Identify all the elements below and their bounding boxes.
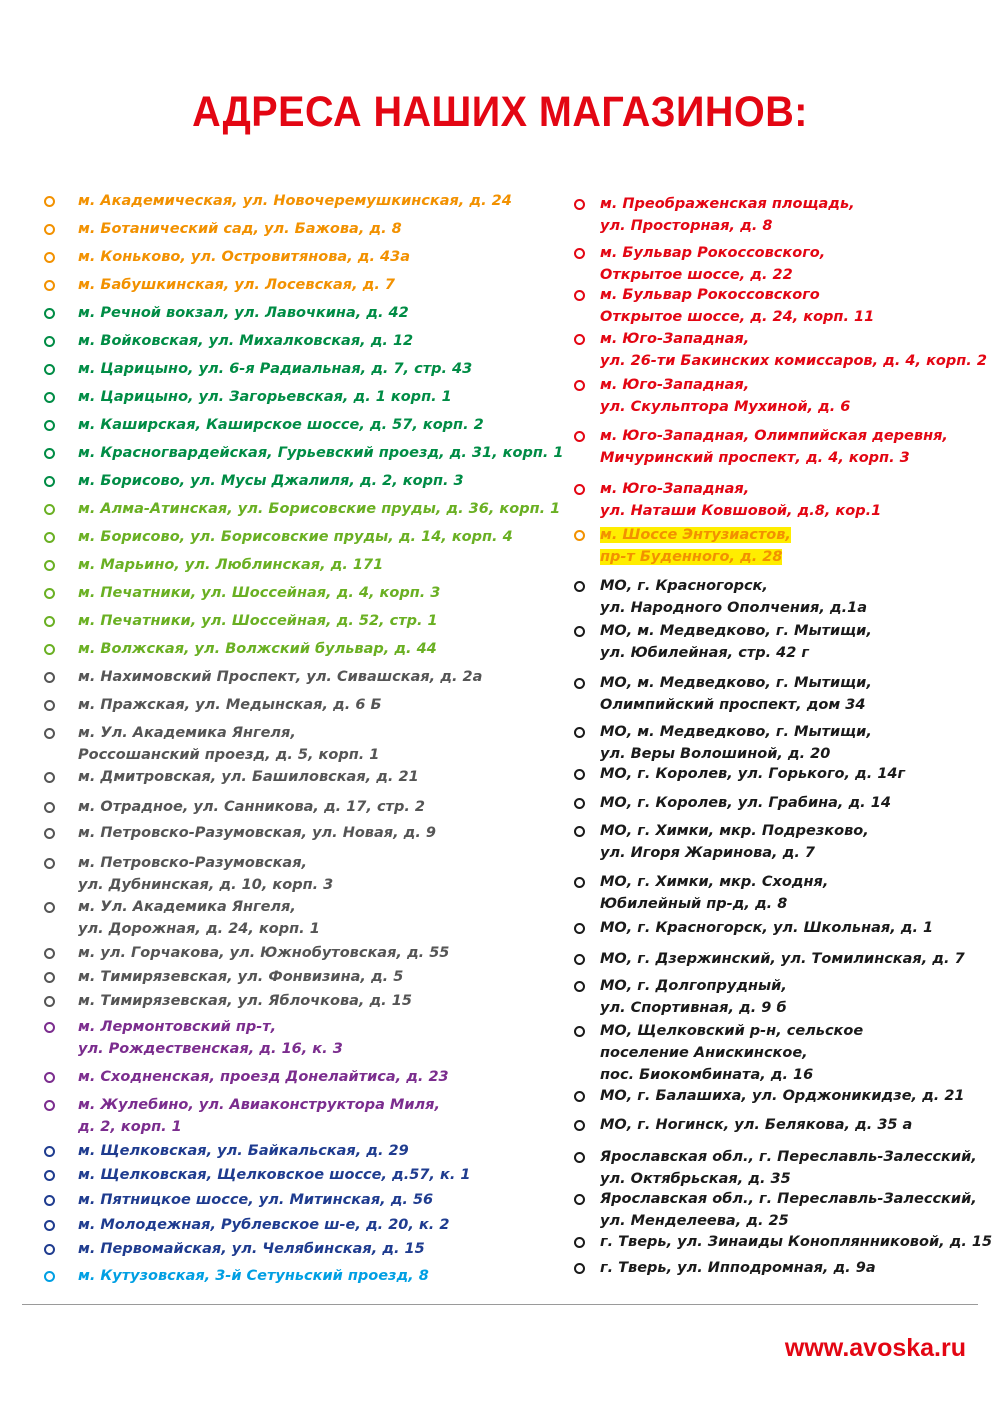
address-line: м. Юго-Западная, <box>600 481 750 497</box>
address-item <box>44 722 379 766</box>
address-item <box>44 638 437 660</box>
bullet-icon <box>574 1091 585 1102</box>
address-item <box>44 1265 429 1287</box>
address-item <box>44 1066 449 1088</box>
bullet-icon <box>574 248 585 259</box>
address-item <box>44 274 395 296</box>
address-item <box>574 1146 977 1190</box>
bullet-icon <box>44 728 55 739</box>
address-item <box>574 672 872 716</box>
address-item <box>574 1231 992 1253</box>
address-line: м. Кутузовская, 3-й Сетуньский проезд, 8 <box>78 1268 429 1284</box>
address-line: ул. Просторная, д. 8 <box>600 218 773 234</box>
address-item <box>44 694 382 716</box>
address-line: ул. Веры Волошиной, д. 20 <box>600 746 831 762</box>
address-item <box>574 763 905 785</box>
bullet-icon <box>44 948 55 959</box>
address-line: м. Печатники, ул. Шоссейная, д. 52, стр. 1 <box>78 613 438 629</box>
address-line: м. Преображенская площадь, <box>600 196 855 212</box>
address-item <box>574 948 965 970</box>
address-item <box>44 358 472 380</box>
bullet-icon <box>44 476 55 487</box>
bullet-icon <box>44 616 55 627</box>
address-line: ул. Дорожная, д. 24, корп. 1 <box>78 921 320 937</box>
address-item <box>574 1020 863 1086</box>
bullet-icon <box>574 334 585 345</box>
bullet-icon <box>574 1194 585 1205</box>
bullet-icon <box>44 588 55 599</box>
address-line: г. Тверь, ул. Ипподромная, д. 9а <box>600 1260 876 1276</box>
bullet-icon <box>44 858 55 869</box>
bullet-icon <box>574 199 585 210</box>
address-line: Открытое шоссе, д. 24, корп. 11 <box>600 309 875 325</box>
address-line: м. Жулебино, ул. Авиаконструктора Миля, <box>78 1097 440 1113</box>
website-link[interactable]: www.avoska.ru <box>784 1334 966 1362</box>
bullet-icon <box>44 1220 55 1231</box>
bullet-icon <box>44 672 55 683</box>
address-line: МО, Щелковский р-н, сельское <box>600 1023 864 1039</box>
bullet-icon <box>44 560 55 571</box>
bullet-icon <box>44 1271 55 1282</box>
bullet-icon <box>44 1100 55 1111</box>
address-line: м. Щелковская, ул. Байкальская, д. 29 <box>78 1143 409 1159</box>
address-line: м. Тимирязевская, ул. Фонвизина, д. 5 <box>78 969 404 985</box>
bullet-icon <box>44 1170 55 1181</box>
address-line: ул. Спортивная, д. 9 б <box>600 1000 787 1016</box>
address-item <box>44 1140 409 1162</box>
address-line: м. Щелковская, Щелковское шоссе, д.57, к. 1 <box>78 1167 471 1183</box>
bullet-icon <box>44 1195 55 1206</box>
address-item <box>44 1214 449 1236</box>
address-item <box>574 284 874 328</box>
bullet-icon <box>44 224 55 235</box>
address-line: м. Ул. Академика Янгеля, <box>78 725 296 741</box>
address-line: м. Отрадное, ул. Санникова, д. 17, стр. 2 <box>78 799 425 815</box>
bullet-icon <box>574 923 585 934</box>
address-item <box>574 792 891 814</box>
bullet-icon <box>574 678 585 689</box>
address-line: ул. Рождественская, д. 16, к. 3 <box>78 1041 343 1057</box>
address-line: м. Войковская, ул. Михалковская, д. 12 <box>78 333 414 349</box>
address-line: пр-т Буденного, д. 28 <box>600 549 783 565</box>
address-item <box>574 1257 876 1279</box>
address-line: м. Царицыно, ул. 6-я Радиальная, д. 7, стр. 43 <box>78 361 473 377</box>
address-item <box>44 498 560 520</box>
address-item <box>44 766 419 788</box>
address-line: м. Шоссе Энтузиастов, <box>600 527 791 543</box>
address-item <box>44 666 482 688</box>
bullet-icon <box>44 532 55 543</box>
bullet-icon <box>574 769 585 780</box>
address-line: ул. Скульптора Мухиной, д. 6 <box>600 399 851 415</box>
address-line: м. Коньково, ул. Островитянова, д. 43а <box>78 249 410 265</box>
address-line: МО, м. Медведково, г. Мытищи, <box>600 675 872 691</box>
bullet-icon <box>44 1244 55 1255</box>
address-item <box>574 1085 965 1107</box>
address-item <box>574 374 850 418</box>
address-line: МО, г. Ногинск, ул. Белякова, д. 35 а <box>600 1117 913 1133</box>
bullet-icon <box>44 972 55 983</box>
address-line: ул. 26-ти Бакинских комиссаров, д. 4, корп. 2 <box>600 353 987 369</box>
address-item <box>574 820 869 864</box>
address-line: МО, г. Химки, мкр. Сходня, <box>600 874 829 890</box>
bullet-icon <box>44 828 55 839</box>
bullet-icon <box>574 626 585 637</box>
bullet-icon <box>574 1237 585 1248</box>
bullet-icon <box>574 798 585 809</box>
address-line: м. Тимирязевская, ул. Яблочкова, д. 15 <box>78 993 412 1009</box>
address-line: МО, м. Медведково, г. Мытищи, <box>600 724 872 740</box>
address-item <box>44 302 409 324</box>
address-line: МО, г. Долгопрудный, <box>600 978 787 994</box>
address-line: м. Бабушкинская, ул. Лосевская, д. 7 <box>78 277 396 293</box>
address-line: м. Молодежная, Рублевское ш-е, д. 20, к. 2 <box>78 1217 450 1233</box>
address-line: м. Пражская, ул. Медынская, д. 6 Б <box>78 697 382 713</box>
address-item <box>44 526 513 548</box>
address-line: поселение Анискинское, <box>600 1045 808 1061</box>
address-line: м. Юго-Западная, Олимпийская деревня, <box>600 428 948 444</box>
bullet-icon <box>44 336 55 347</box>
address-line: м. Алма-Атинская, ул. Борисовские пруды, д. 36, корп. 1 <box>78 501 561 517</box>
address-line: г. Тверь, ул. Зинаиды Коноплянниковой, д. 15 <box>600 1234 993 1250</box>
address-item <box>574 524 791 568</box>
address-line: Открытое шоссе, д. 22 <box>600 267 793 283</box>
bullet-icon <box>44 1146 55 1157</box>
address-item <box>574 975 787 1019</box>
address-item <box>44 896 320 940</box>
address-line: ул. Юбилейная, стр. 42 г <box>600 645 809 661</box>
address-line: м. Царицыно, ул. Загорьевская, д. 1 корп. 1 <box>78 389 452 405</box>
bullet-icon <box>574 826 585 837</box>
bullet-icon <box>574 877 585 888</box>
bullet-icon <box>574 380 585 391</box>
bullet-icon <box>44 644 55 655</box>
address-line: м. Дмитровская, ул. Башиловская, д. 21 <box>78 769 419 785</box>
address-item <box>44 1094 440 1138</box>
address-line: МО, г. Балашиха, ул. Орджоникидзе, д. 21 <box>600 1088 965 1104</box>
address-line: Ярославская обл., г. Переславль-Залесский, <box>600 1149 977 1165</box>
address-line: м. Красногвардейская, Гурьевский проезд, д. 31, корп. 1 <box>78 445 564 461</box>
address-item <box>44 796 425 818</box>
address-item <box>44 990 412 1012</box>
address-item <box>44 582 440 604</box>
address-line: ул. Народного Ополчения, д.1а <box>600 600 868 616</box>
bullet-icon <box>574 1152 585 1163</box>
bullet-icon <box>44 996 55 1007</box>
page-title: АДРЕСА НАШИХ МАГАЗИНОВ: <box>192 88 808 136</box>
bullet-icon <box>44 252 55 263</box>
address-line: МО, г. Химки, мкр. Подрезково, <box>600 823 869 839</box>
address-item <box>44 822 436 844</box>
address-item <box>44 470 464 492</box>
address-item <box>44 942 449 964</box>
address-line: м. Ботанический сад, ул. Бажова, д. 8 <box>78 221 402 237</box>
address-line: ул. Игоря Жаринова, д. 7 <box>600 845 815 861</box>
bullet-icon <box>44 196 55 207</box>
address-line: м. Печатники, ул. Шоссейная, д. 4, корп. 3 <box>78 585 441 601</box>
bullet-icon <box>44 504 55 515</box>
address-item <box>44 966 403 988</box>
bullet-icon <box>44 802 55 813</box>
bullet-icon <box>44 280 55 291</box>
bullet-icon <box>44 308 55 319</box>
bullet-icon <box>574 1263 585 1274</box>
address-line: МО, г. Королев, ул. Горького, д. 14г <box>600 766 906 782</box>
address-line: пос. Биокомбината, д. 16 <box>600 1067 814 1083</box>
address-line: м. Петровско-Разумовская, <box>78 855 308 871</box>
address-line: МО, г. Красногорск, ул. Школьная, д. 1 <box>600 920 934 936</box>
bullet-icon <box>574 727 585 738</box>
address-item <box>44 386 452 408</box>
address-item <box>44 218 402 240</box>
address-line: ул. Октябрьская, д. 35 <box>600 1171 791 1187</box>
address-item <box>574 193 855 237</box>
address-line: м. Лермонтовский пр-т, <box>78 1019 277 1035</box>
address-item <box>44 414 484 436</box>
bullet-icon <box>44 448 55 459</box>
address-item <box>574 1114 912 1136</box>
bullet-icon <box>44 700 55 711</box>
address-line: м. Юго-Западная, <box>600 331 750 347</box>
address-item <box>44 610 438 632</box>
footer-divider <box>22 1304 978 1305</box>
address-item <box>44 442 564 464</box>
address-line: м. Волжская, ул. Волжский бульвар, д. 44 <box>78 641 437 657</box>
address-line: Ярославская обл., г. Переславль-Залесский, <box>600 1191 977 1207</box>
address-item <box>44 246 410 268</box>
address-line: МО, г. Королев, ул. Грабина, д. 14 <box>600 795 891 811</box>
address-item <box>44 330 413 352</box>
address-item <box>44 1238 425 1260</box>
address-item <box>44 852 333 896</box>
address-line: м. Пятницкое шоссе, ул. Митинская, д. 56 <box>78 1192 434 1208</box>
bullet-icon <box>44 1022 55 1033</box>
address-line: м. Сходненская, проезд Донелайтиса, д. 23 <box>78 1069 449 1085</box>
bullet-icon <box>44 420 55 431</box>
address-line: м. Юго-Западная, <box>600 377 750 393</box>
address-item <box>44 190 512 212</box>
address-line: м. Академическая, ул. Новочеремушкинская, д. 24 <box>78 193 512 209</box>
address-line: м. Бульвар Рокоссовского <box>600 287 820 303</box>
address-line: ул. Дубнинская, д. 10, корп. 3 <box>78 877 334 893</box>
address-line: м. Речной вокзал, ул. Лавочкина, д. 42 <box>78 305 409 321</box>
bullet-icon <box>574 484 585 495</box>
bullet-icon <box>574 530 585 541</box>
address-item <box>574 917 933 939</box>
address-item <box>574 620 872 664</box>
address-line: ул. Наташи Ковшовой, д.8, кор.1 <box>600 503 882 519</box>
address-item <box>574 425 948 469</box>
address-item <box>574 721 872 765</box>
bullet-icon <box>574 1026 585 1037</box>
address-line: м. Борисово, ул. Мусы Джалиля, д. 2, корп. 3 <box>78 473 464 489</box>
address-line: Юбилейный пр-д, д. 8 <box>600 896 788 912</box>
address-line: МО, г. Дзержинский, ул. Томилинская, д. 7 <box>600 951 965 967</box>
address-item <box>574 575 867 619</box>
address-item <box>44 1164 470 1186</box>
address-line: ул. Менделеева, д. 25 <box>600 1213 789 1229</box>
bullet-icon <box>574 431 585 442</box>
address-line: д. 2, корп. 1 <box>78 1119 182 1135</box>
bullet-icon <box>44 364 55 375</box>
address-line: Олимпийский проспект, дом 34 <box>600 697 866 713</box>
address-line: м. Петровско-Разумовская, ул. Новая, д. 9 <box>78 825 436 841</box>
address-line: м. Борисово, ул. Борисовские пруды, д. 14, корп. 4 <box>78 529 513 545</box>
address-item <box>574 242 825 286</box>
bullet-icon <box>574 954 585 965</box>
bullet-icon <box>574 581 585 592</box>
bullet-icon <box>574 1120 585 1131</box>
address-line: м. Ул. Академика Янгеля, <box>78 899 296 915</box>
address-line: м. Марьино, ул. Люблинская, д. 171 <box>78 557 384 573</box>
address-line: МО, г. Красногорск, <box>600 578 768 594</box>
bullet-icon <box>574 290 585 301</box>
address-item <box>574 478 881 522</box>
address-item <box>574 328 987 372</box>
bullet-icon <box>44 392 55 403</box>
address-item <box>44 1189 433 1211</box>
address-item <box>574 1188 977 1232</box>
bullet-icon <box>44 902 55 913</box>
address-item <box>44 1016 343 1060</box>
address-line: м. ул. Горчакова, ул. Южнобутовская, д. 55 <box>78 945 450 961</box>
address-line: м. Первомайская, ул. Челябинская, д. 15 <box>78 1241 425 1257</box>
bullet-icon <box>44 772 55 783</box>
address-line: Россошанский проезд, д. 5, корп. 1 <box>78 747 380 763</box>
address-item <box>574 871 828 915</box>
address-line: Мичуринский проспект, д. 4, корп. 3 <box>600 450 910 466</box>
bullet-icon <box>574 981 585 992</box>
address-line: м. Нахимовский Проспект, ул. Сивашская, д. 2а <box>78 669 483 685</box>
address-line: МО, м. Медведково, г. Мытищи, <box>600 623 872 639</box>
address-line: м. Бульвар Рокоссовского, <box>600 245 826 261</box>
bullet-icon <box>44 1072 55 1083</box>
address-line: м. Каширская, Каширское шоссе, д. 57, корп. 2 <box>78 417 484 433</box>
address-item <box>44 554 383 576</box>
